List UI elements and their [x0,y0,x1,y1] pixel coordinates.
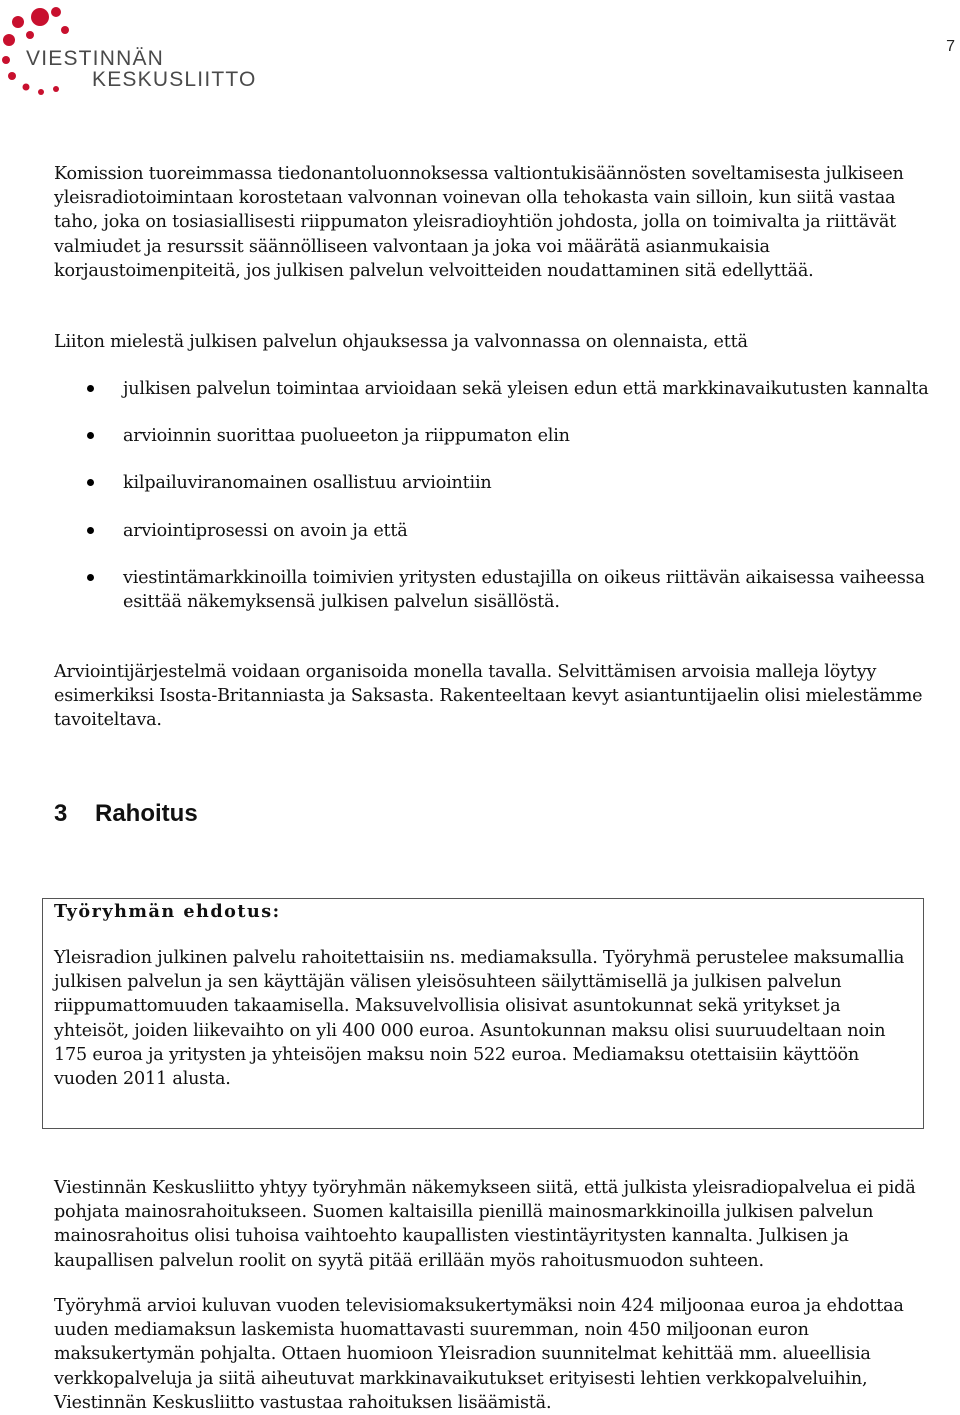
paragraph-text: Työryhmä arvioi kuluvan vuoden televisiomaksukertymäksi noin 424 miljoonaa euroa ja ehdottaa uuden mediamaksun laskemista huomattavasti suuremman, noin 450 miljoonan euron maksukertymän pohjalta. Ottaen huomioon Yleisradion suunnitelmat kehittää mm. alueellisia verkkopalveluja ja siitä aiheutuvat markkinavaikutukset erityisesti lehtien verkkopalveluihin, Viestinnän Keskusliitto vastustaa rahoituksen lisäämistä. [54,1296,904,1413]
bullet-icon [87,527,94,534]
logo [0,4,262,96]
list-item-text: arviointiprosessi on avoin ja että [123,520,408,541]
paragraph-tyoryhma [54,1294,944,1415]
proposal-box-title: Työryhmän ehdotus: [54,901,281,922]
paragraph-liiton [54,330,944,354]
list-item [84,377,934,401]
list-item-text: arvioinnin suorittaa puolueeton ja riippumaton elin [123,426,570,447]
section-number: 3 [54,800,68,827]
section-title: Rahoitus [95,800,198,827]
logo-text-line1: VIESTINNÄN [26,47,165,70]
list-item [84,519,934,543]
paragraph-text: Komission tuoreimmassa tiedonantoluonnoksessa valtiontukisäännösten soveltamisesta julkiseen yleisradiotoimintaan korostetaan valvonnan voinevan olla tehokasta vain silloin, kun siitä vastaa taho, joka on tosiasiallisesti riippumaton yleisradioyhtiön johdosta, jolla on toimivalta ja riittävät valmiudet ja resurssit säännölliseen valvontaan ja joka voi määrätä asianmukaisia korjaustoimenpiteitä, jos julkisen palvelun velvoitteiden noudattaminen sitä edellyttää. [54,164,904,281]
section-heading [54,800,198,828]
list-item-text: kilpailuviranomainen osallistuu arviointiin [123,473,492,494]
paragraph-text: Arviointijärjestelmä voidaan organisoida monella tavalla. Selvittämisen arvoisia malleja löytyy esimerkiksi Isosta-Britanniasta ja Saksasta. Rakenteeltaan kevyt asiantuntijaelin olisi mielestämme tavoiteltava. [54,662,923,731]
list-item-text: julkisen palvelun toimintaa arvioidaan sekä yleisen edun että markkinavaikutusten kannalta [123,379,929,399]
paragraph-intro [54,162,944,283]
bullet-list [84,377,934,637]
list-item [84,566,934,614]
list-item-text: viestintämarkkinoilla toimivien yritysten edustajilla on oikeus riittävän aikaisessa vaiheessa esittää näkemyksensä julkisen palvelun sisällöstä. [123,567,925,613]
proposal-box-text: Yleisradion julkinen palvelu rahoitettaisiin ns. mediamaksulla. Työryhmä perustelee maksumallia julkisen palvelun ja sen käyttäjän välisen yleisösuhteen säilyttämisellä ja julkisen palvelun riippumattomuuden takaamisella. Maksuvelvollisia olisivat asuntokunnat sekä yritykset ja yhteisöt, joiden liikevaihto on yli 400 000 euroa. Asuntokunnan maksu olisi suuruudeltaan noin 175 euroa ja yritysten ja yhteisöjen maksu noin 522 euroa. Mediamaksu otettaisiin käyttöön vuoden 2011 alusta. [54,948,905,1090]
paragraph-vkl [54,1176,944,1273]
list-item [84,471,934,495]
bullet-icon [87,574,94,581]
bullet-icon [87,385,94,392]
paragraph-arviointi [54,660,944,733]
page-number: 7 [946,38,955,55]
bullet-icon [87,432,94,439]
proposal-box [42,898,924,1129]
bullet-icon [87,479,94,486]
logo-text-line2: KESKUSLIITTO [92,68,257,91]
list-item [84,424,934,448]
paragraph-text: Viestinnän Keskusliitto yhtyy työryhmän näkemykseen siitä, että julkista yleisradiopalvelua ei pidä pohjata mainosrahoitukseen. Suomen kaltaisilla pienillä mainosmarkkinoilla julkisen palvelun mainosrahoitus olisi tuhoisa vaihtoehto kaupallisten viestintäyritysten kannalta. Julkisen ja kaupallisen palvelun roolit on syytä pitää erillään myös rahoitusmuodon suhteen. [54,1178,916,1271]
paragraph-text: Liiton mielestä julkisen palvelun ohjauksessa ja valvonnassa on olennaista, että [54,332,748,352]
